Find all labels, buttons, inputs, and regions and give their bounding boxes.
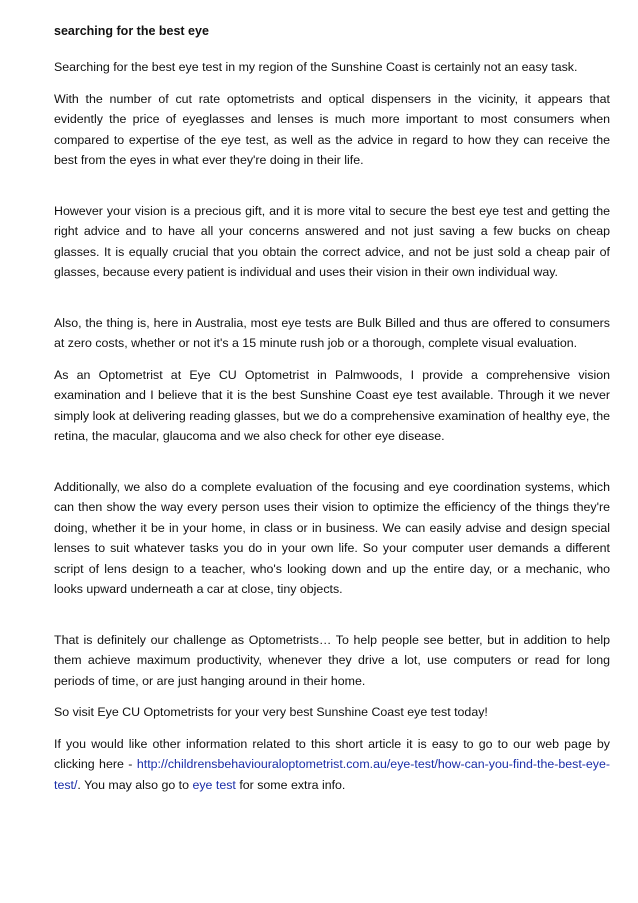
paragraph-intro: Searching for the best eye test in my region of the Sunshine Coast is certainly not an easy task.	[54, 60, 578, 74]
closing-text-middle: . You may also go to	[77, 777, 193, 792]
paragraph-optometrist: As an Optometrist at Eye CU Optometrist in Palmwoods, I provide a comprehensive vision examination and I believe that it is the best Sunshine Coast eye test available. Through it we never simply look at delivering reading glasses, but we do a comprehensive examination of healthy eye, the retina, the macular, glaucoma and we also check for other eye disease.	[54, 367, 610, 443]
paragraph-bulk-billed: Also, the thing is, here in Australia, most eye tests are Bulk Billed and thus are offered to consumers at zero costs, whether or not it's a 15 minute rush job or a thorough, complete visual evaluation.	[54, 315, 610, 350]
article-url-link[interactable]: http://childrensbehaviouraloptometrist.com.au/eye-test/how-can-you-find-the-best-eye-test/	[54, 757, 610, 792]
closing-text-before-link: If you would like other information related to this short article it is easy to go to our web page by clicking here -	[54, 736, 610, 771]
eye-test-link[interactable]: eye test	[192, 777, 236, 792]
document-page	[54, 22, 610, 795]
paragraph-challenge: That is definitely our challenge as Optometrists… To help people see better, but in addition to help them achieve maximum productivity, whenever they drive a lot, use computers or read for long periods of time, or are just hanging around in their home.	[54, 632, 610, 688]
paragraph-visit: So visit Eye CU Optometrists for your very best Sunshine Coast eye test today!	[54, 705, 488, 719]
paragraph-closing	[54, 734, 610, 796]
paragraph-price: With the number of cut rate optometrists and optical dispensers in the vicinity, it appears that evidently the price of eyeglasses and lenses is much more important to most consumers when compared to expertise of the eye test, as well as the advice in regard to how they can receive the best from the eyes in what ever they're doing in their life.	[54, 91, 610, 167]
paragraph-vision-gift: However your vision is a precious gift, and it is more vital to secure the best eye test and getting the right advice and to have all your concerns answered and not just saving a few bucks on cheap glasses. It is equally crucial that you obtain the correct advice, and not be just sold a cheap pair of glasses, because every patient is individual and uses their vision in their own individual way.	[54, 203, 610, 279]
document-title: searching for the best eye	[54, 24, 209, 38]
paragraph-evaluation: Additionally, we also do a complete evaluation of the focusing and eye coordination systems, which can then show the way every person uses their vision to optimize the efficiency of the things they're doing, whether it be in your home, in class or in business. We can easily advise and design special lenses to suit whatever tasks you do in your own life. So your computer user demands a different script of lens design to a teacher, who's looking down and up the entire day, or a mechanic, who looks upward underneath a car at close, tiny objects.	[54, 479, 610, 596]
closing-text-after: for some extra info.	[235, 777, 346, 792]
